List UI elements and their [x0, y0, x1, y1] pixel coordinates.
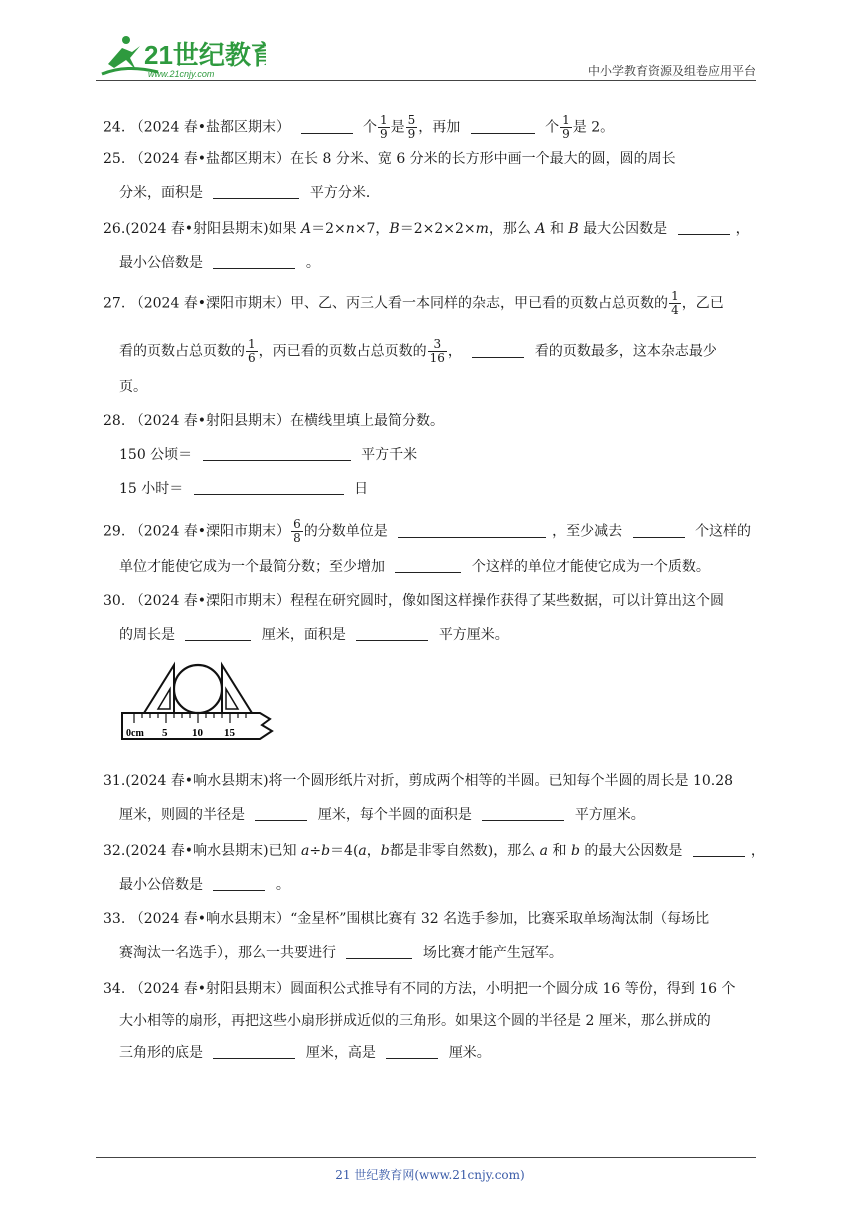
q-text: 日	[354, 481, 369, 497]
q-text: 厘米，每个半圆的面积是	[317, 807, 472, 823]
answer-blank[interactable]	[255, 806, 307, 821]
q-text: 是	[390, 119, 405, 136]
q-text: 个这样的单位才能使它成为一个质数。	[471, 559, 710, 575]
q-text: 程程在研究圆时，像如图这样操作获得了某些数据，可以计算出这个圆	[290, 593, 725, 609]
q-text: 和	[545, 221, 569, 237]
var: n	[345, 221, 355, 237]
logo-text: 21世纪教育	[144, 40, 266, 70]
answer-blank[interactable]	[213, 1044, 295, 1059]
answer-blank[interactable]	[472, 343, 524, 358]
question-34-line2	[119, 1012, 711, 1030]
question-29	[103, 518, 751, 545]
q-text: ，	[366, 843, 381, 859]
q-number: 31.	[103, 773, 126, 789]
question-34-line3	[119, 1044, 491, 1062]
q-source: （2024 春•射阳县期末）	[129, 413, 291, 429]
question-27-line2	[119, 338, 717, 365]
ruler-tick-10: 10	[192, 727, 203, 739]
q-number: 29.	[103, 523, 126, 540]
q-text: ＝4(	[330, 843, 359, 859]
answer-blank[interactable]	[693, 842, 745, 857]
q-number: 27.	[103, 295, 126, 312]
q-text: 平方千米	[361, 447, 418, 463]
q-number: 32.	[103, 843, 126, 859]
q-text: 最小公倍数是	[119, 877, 203, 893]
q-text: 甲、乙、丙三人看一本同样的杂志，甲已看的页数占总页数的	[290, 295, 669, 312]
q-text: 个	[545, 119, 560, 136]
q-text: 平方厘米。	[574, 807, 645, 823]
fraction: $\frac{1}{9}$	[379, 113, 388, 141]
q-number: 26.	[103, 221, 126, 237]
logo-url: www.21cnjy.com	[148, 69, 215, 79]
question-34	[103, 980, 736, 998]
answer-blank[interactable]	[471, 119, 535, 134]
var: a	[539, 843, 549, 859]
question-30-line2	[119, 626, 509, 644]
q-text: 的最大公因数是	[579, 843, 683, 859]
var: m	[475, 221, 489, 237]
q-text: 三角形的底是	[119, 1045, 203, 1061]
answer-blank[interactable]	[185, 626, 251, 641]
footer-link[interactable]: 21 世纪教育网(www.21cnjy.com)	[335, 1168, 525, 1182]
question-31-line2	[119, 806, 645, 824]
question-25-line2	[119, 184, 380, 202]
var: A	[535, 221, 546, 237]
q-text: ，那么	[488, 221, 536, 237]
q-text: 。	[305, 255, 320, 271]
answer-blank[interactable]	[213, 184, 299, 199]
answer-blank[interactable]	[356, 626, 428, 641]
var: B	[568, 221, 579, 237]
q-text: 是 2。	[572, 119, 615, 136]
q-source: （2024 春•盐都区期末）	[129, 119, 291, 136]
fraction: $\frac{1}{6}$	[248, 337, 256, 365]
q-text: ×7，	[354, 221, 390, 237]
q-text: 页。	[119, 379, 147, 395]
question-32-line2	[119, 876, 290, 894]
q-text: ，	[447, 343, 462, 360]
question-28-row2	[119, 480, 368, 498]
answer-blank[interactable]	[386, 1044, 438, 1059]
header-divider	[96, 80, 756, 81]
q-text: 个	[362, 119, 377, 136]
question-28-row1	[119, 446, 417, 464]
q-source: （2024 春•盐都区期末）	[129, 151, 291, 167]
q-text: ，	[735, 221, 750, 237]
q-text: ，丙已看的页数占总页数的	[258, 343, 427, 360]
q-source: （2024 春•溧阳市期末）	[129, 295, 291, 312]
q-source: (2024 春•响水县期末)	[125, 843, 269, 859]
question-33-line2	[119, 944, 563, 962]
question-33	[103, 910, 709, 928]
answer-blank[interactable]	[213, 876, 265, 891]
q-source: (2024 春•响水县期末)	[125, 773, 269, 789]
q-source: （2024 春•溧阳市期末）	[129, 593, 291, 609]
q-number: 25.	[103, 151, 126, 167]
question-31	[103, 772, 733, 790]
ruler-tick-15: 15	[224, 727, 235, 739]
q-text: ÷	[309, 843, 322, 859]
question-32	[103, 842, 765, 860]
q-text: 分米，面积是	[119, 185, 203, 201]
fraction: $\frac{5}{9}$	[407, 113, 416, 141]
q-text: 大小相等的扇形，再把这些小扇形拼成近似的三角形。如果这个圆的半径是 2 厘米，那么拼成的	[119, 1013, 711, 1029]
q-text: 。	[275, 877, 290, 893]
question-27	[103, 290, 724, 317]
ruler-unit: 0cm	[126, 728, 144, 739]
question-26	[103, 220, 750, 238]
q-text: 厘米，面积是	[261, 627, 346, 643]
q-text: 单位才能使它成为一个最简分数；至少增加	[119, 559, 385, 575]
var: a	[300, 843, 310, 859]
q-text: 将一个圆形纸片对折，剪成两个相等的半圆。已知每个半圆的周长是 10.28	[268, 773, 734, 789]
answer-blank[interactable]	[633, 523, 685, 538]
q-text: 和	[548, 843, 571, 859]
answer-blank[interactable]	[482, 806, 564, 821]
q-text: 厘米，高是	[305, 1045, 376, 1061]
q-text: 最大公因数是	[578, 221, 668, 237]
site-logo	[96, 34, 266, 82]
fraction: $\frac{1}{9}$	[562, 113, 570, 141]
answer-blank[interactable]	[346, 944, 412, 959]
question-28	[103, 412, 444, 430]
q-text: ＝2×2×2×	[399, 221, 476, 237]
q-text: 在横线里填上最简分数。	[290, 413, 445, 429]
answer-blank[interactable]	[678, 220, 730, 235]
q-text: ，再加	[418, 119, 461, 136]
q-text: 的周长是	[119, 627, 175, 643]
q-source: （2024 春•射阳县期末）	[129, 981, 291, 997]
var: a	[358, 843, 367, 859]
fraction: $\frac{6}{8}$	[293, 517, 301, 545]
q-text: 个这样的	[695, 523, 752, 540]
q-number: 30.	[103, 593, 126, 609]
answer-blank[interactable]	[203, 446, 351, 461]
var: b	[570, 843, 580, 859]
q-text: 看的页数占总页数的	[119, 343, 245, 360]
q-source: （2024 春•溧阳市期末）	[129, 523, 291, 540]
q-text: 看的页数最多，这本杂志最少	[534, 343, 717, 360]
q-text: 厘米，则圆的半径是	[119, 807, 245, 823]
q-text: 的分数单位是	[303, 523, 388, 540]
q-number: 33.	[103, 911, 126, 927]
q-text: 150 公顷＝	[119, 447, 193, 463]
footer-divider	[96, 1157, 756, 1158]
question-26-line2	[119, 254, 320, 272]
answer-blank[interactable]	[213, 254, 295, 269]
q-text: 已知	[268, 843, 301, 859]
q-text: ＝2×	[311, 221, 346, 237]
var: B	[389, 221, 400, 237]
q-text: ，	[750, 843, 765, 859]
q-text: 平方分米．	[309, 185, 380, 201]
q-text: 圆面积公式推导有不同的方法，小明把一个圆分成 16 等份，得到 16 个	[290, 981, 736, 997]
answer-blank[interactable]	[194, 480, 344, 495]
var: b	[321, 843, 331, 859]
question-25	[103, 150, 676, 168]
q-text: 如果	[268, 221, 301, 237]
answer-blank[interactable]	[395, 558, 461, 573]
q-text: 15 小时＝	[119, 481, 184, 497]
q-text: 厘米。	[448, 1045, 491, 1061]
q-text: “金星杯”围棋比赛有 32 名选手参加，比赛采取单场淘汰制（每场比	[290, 911, 710, 927]
q-text: 赛淘汰一名选手），那么一共要进行	[119, 945, 336, 961]
q-text: ，乙已	[681, 295, 724, 312]
question-29-line2	[119, 558, 710, 576]
question-27-line3	[119, 378, 147, 396]
q-text: 在长 8 分米、宽 6 分米的长方形中画一个最大的圆，圆的周长	[290, 151, 676, 167]
fraction: $\frac{3}{16}$	[429, 337, 445, 365]
platform-name: 中小学教育资源及组卷应用平台	[587, 64, 756, 78]
q-text: 平方厘米。	[438, 627, 509, 643]
q-number: 24.	[103, 119, 126, 136]
q-number: 34.	[103, 981, 126, 997]
var: A	[300, 221, 312, 237]
q-text: 都是非零自然数)，那么	[389, 843, 540, 859]
answer-blank[interactable]	[398, 523, 546, 538]
var: b	[380, 843, 390, 859]
q-source: （2024 春•响水县期末）	[129, 911, 291, 927]
answer-blank[interactable]	[301, 119, 353, 134]
q-source: (2024 春•射阳县期末)	[125, 221, 269, 237]
question-30	[103, 592, 724, 610]
fraction: $\frac{1}{4}$	[671, 289, 679, 317]
ruler-tick-5: 5	[162, 727, 168, 739]
q-text: ，至少减去	[552, 523, 623, 540]
circle-ruler-figure	[120, 655, 278, 747]
q-number: 28.	[103, 413, 126, 429]
q-text: 最小公倍数是	[119, 255, 203, 271]
q-text: 场比赛才能产生冠军。	[422, 945, 563, 961]
